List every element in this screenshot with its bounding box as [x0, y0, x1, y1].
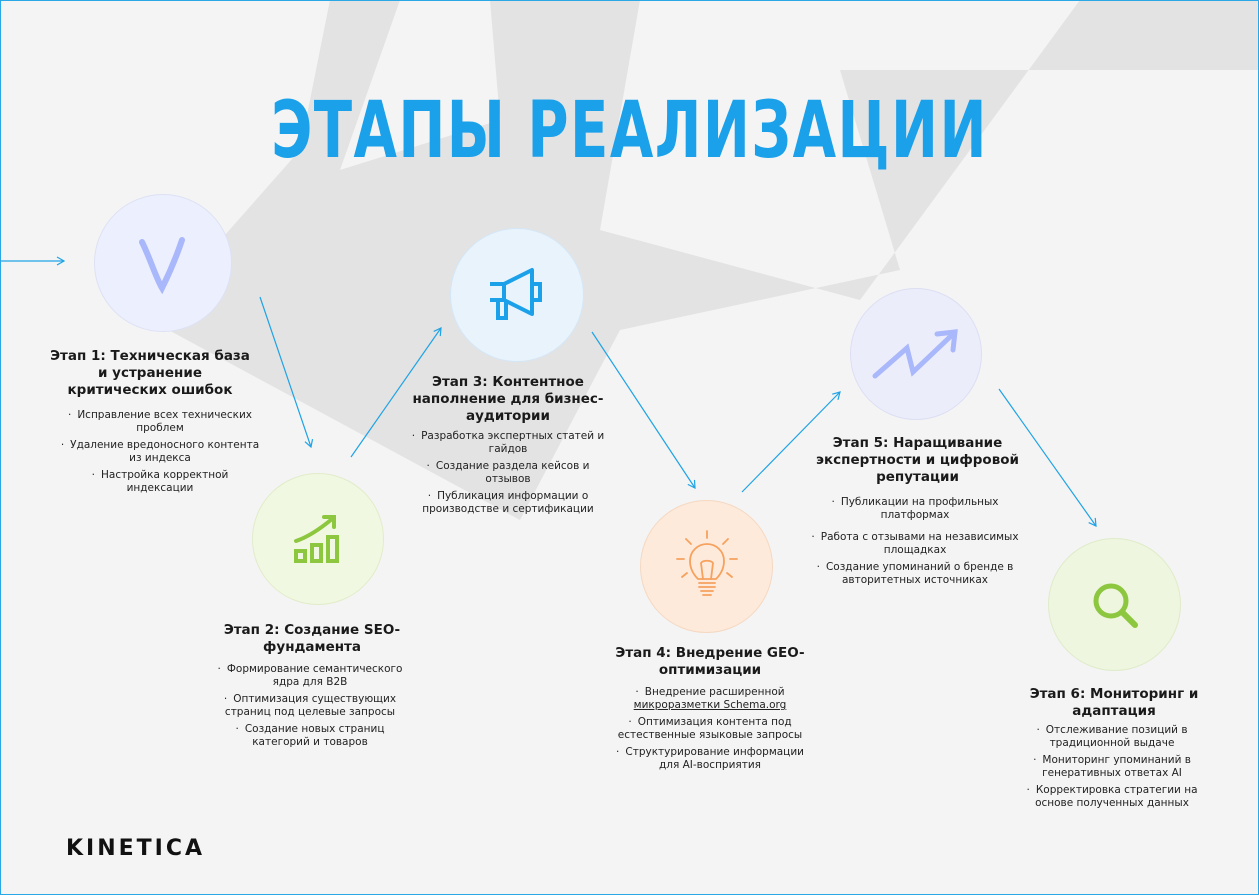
kinetica-logo: KINETICA: [66, 836, 206, 861]
magnifier-icon: [1087, 577, 1143, 633]
stage-1-title: Этап 1: Техническая база и устранение критических ошибок: [50, 348, 250, 398]
list-item: · Удаление вредоносного контента из индекса: [60, 439, 260, 464]
stage-3-circle: [450, 228, 584, 362]
growth-chart-icon: [290, 511, 346, 567]
list-item: · Работа с отзывами на независимых площадках: [811, 531, 1019, 556]
list-item: · Разработка экспертных статей и гайдов: [411, 430, 605, 455]
page-title: ЭТАПЫ РЕАЛИЗАЦИИ: [271, 86, 988, 176]
list-item: · Оптимизация существующих страниц под целевые запросы: [223, 693, 397, 718]
list-item: · Создание новых страниц категорий и товаров: [235, 723, 385, 748]
stage-5-circle: [850, 288, 982, 420]
list-item: · Настройка корректной индексации: [91, 469, 229, 494]
list-item: · Формирование семантического ядра для B2B: [217, 663, 403, 688]
stage-6-bullets: [1008, 724, 1216, 814]
stage-4-title: Этап 4: Внедрение GEO- оптимизации: [615, 645, 805, 678]
stage-4-circle: [640, 500, 773, 633]
lightbulb-icon: [672, 529, 742, 605]
stage-4-bullets: [594, 686, 826, 776]
stage-2-circle: [252, 473, 384, 605]
stage-1-circle: [94, 194, 232, 332]
stage-6-title: Этап 6: Мониторинг и адаптация: [1029, 686, 1199, 719]
list-item: · Отслеживание позиций в традиционной выдаче: [1036, 724, 1188, 749]
list-item: · Создание упоминаний о бренде в авторитетных источниках: [816, 561, 1014, 586]
megaphone-icon: [484, 262, 550, 328]
stage-1-bullets: [40, 409, 280, 499]
trend-up-icon: [871, 324, 961, 384]
list-item: · Мониторинг упоминаний в генеративных ответах AI: [1033, 754, 1191, 779]
background-star-shape: [150, 0, 1259, 520]
list-item: · Внедрение расширенной микроразметки Schema.org: [633, 686, 787, 711]
list-item: · Публикация информации о производстве и сертификации: [422, 490, 594, 515]
list-item: · Оптимизация контента под естественные языковые запросы: [617, 716, 803, 741]
stage-6-circle: [1048, 538, 1181, 671]
stage-2-bullets: [195, 663, 425, 753]
stage-5-title: Этап 5: Наращивание экспертности и цифровой репутации: [816, 435, 1019, 485]
list-item: · Создание раздела кейсов и отзывов: [426, 460, 590, 485]
list-item: · Публикации на профильных платформах: [831, 496, 999, 521]
stage-5-bullets: [790, 496, 1040, 591]
checkmark-icon: [128, 228, 198, 298]
stage-3-title: Этап 3: Контентное наполнение для бизнес- аудитории: [412, 374, 604, 424]
stage-3-bullets: [390, 430, 626, 520]
list-item: · Исправление всех технических проблем: [67, 409, 253, 434]
stage-2-title: Этап 2: Создание SEO- фундамента: [223, 622, 401, 655]
list-item: · Структурирование информации для AI-восприятия: [616, 746, 804, 771]
list-item: · Корректировка стратегии на основе полученных данных: [1026, 784, 1198, 809]
